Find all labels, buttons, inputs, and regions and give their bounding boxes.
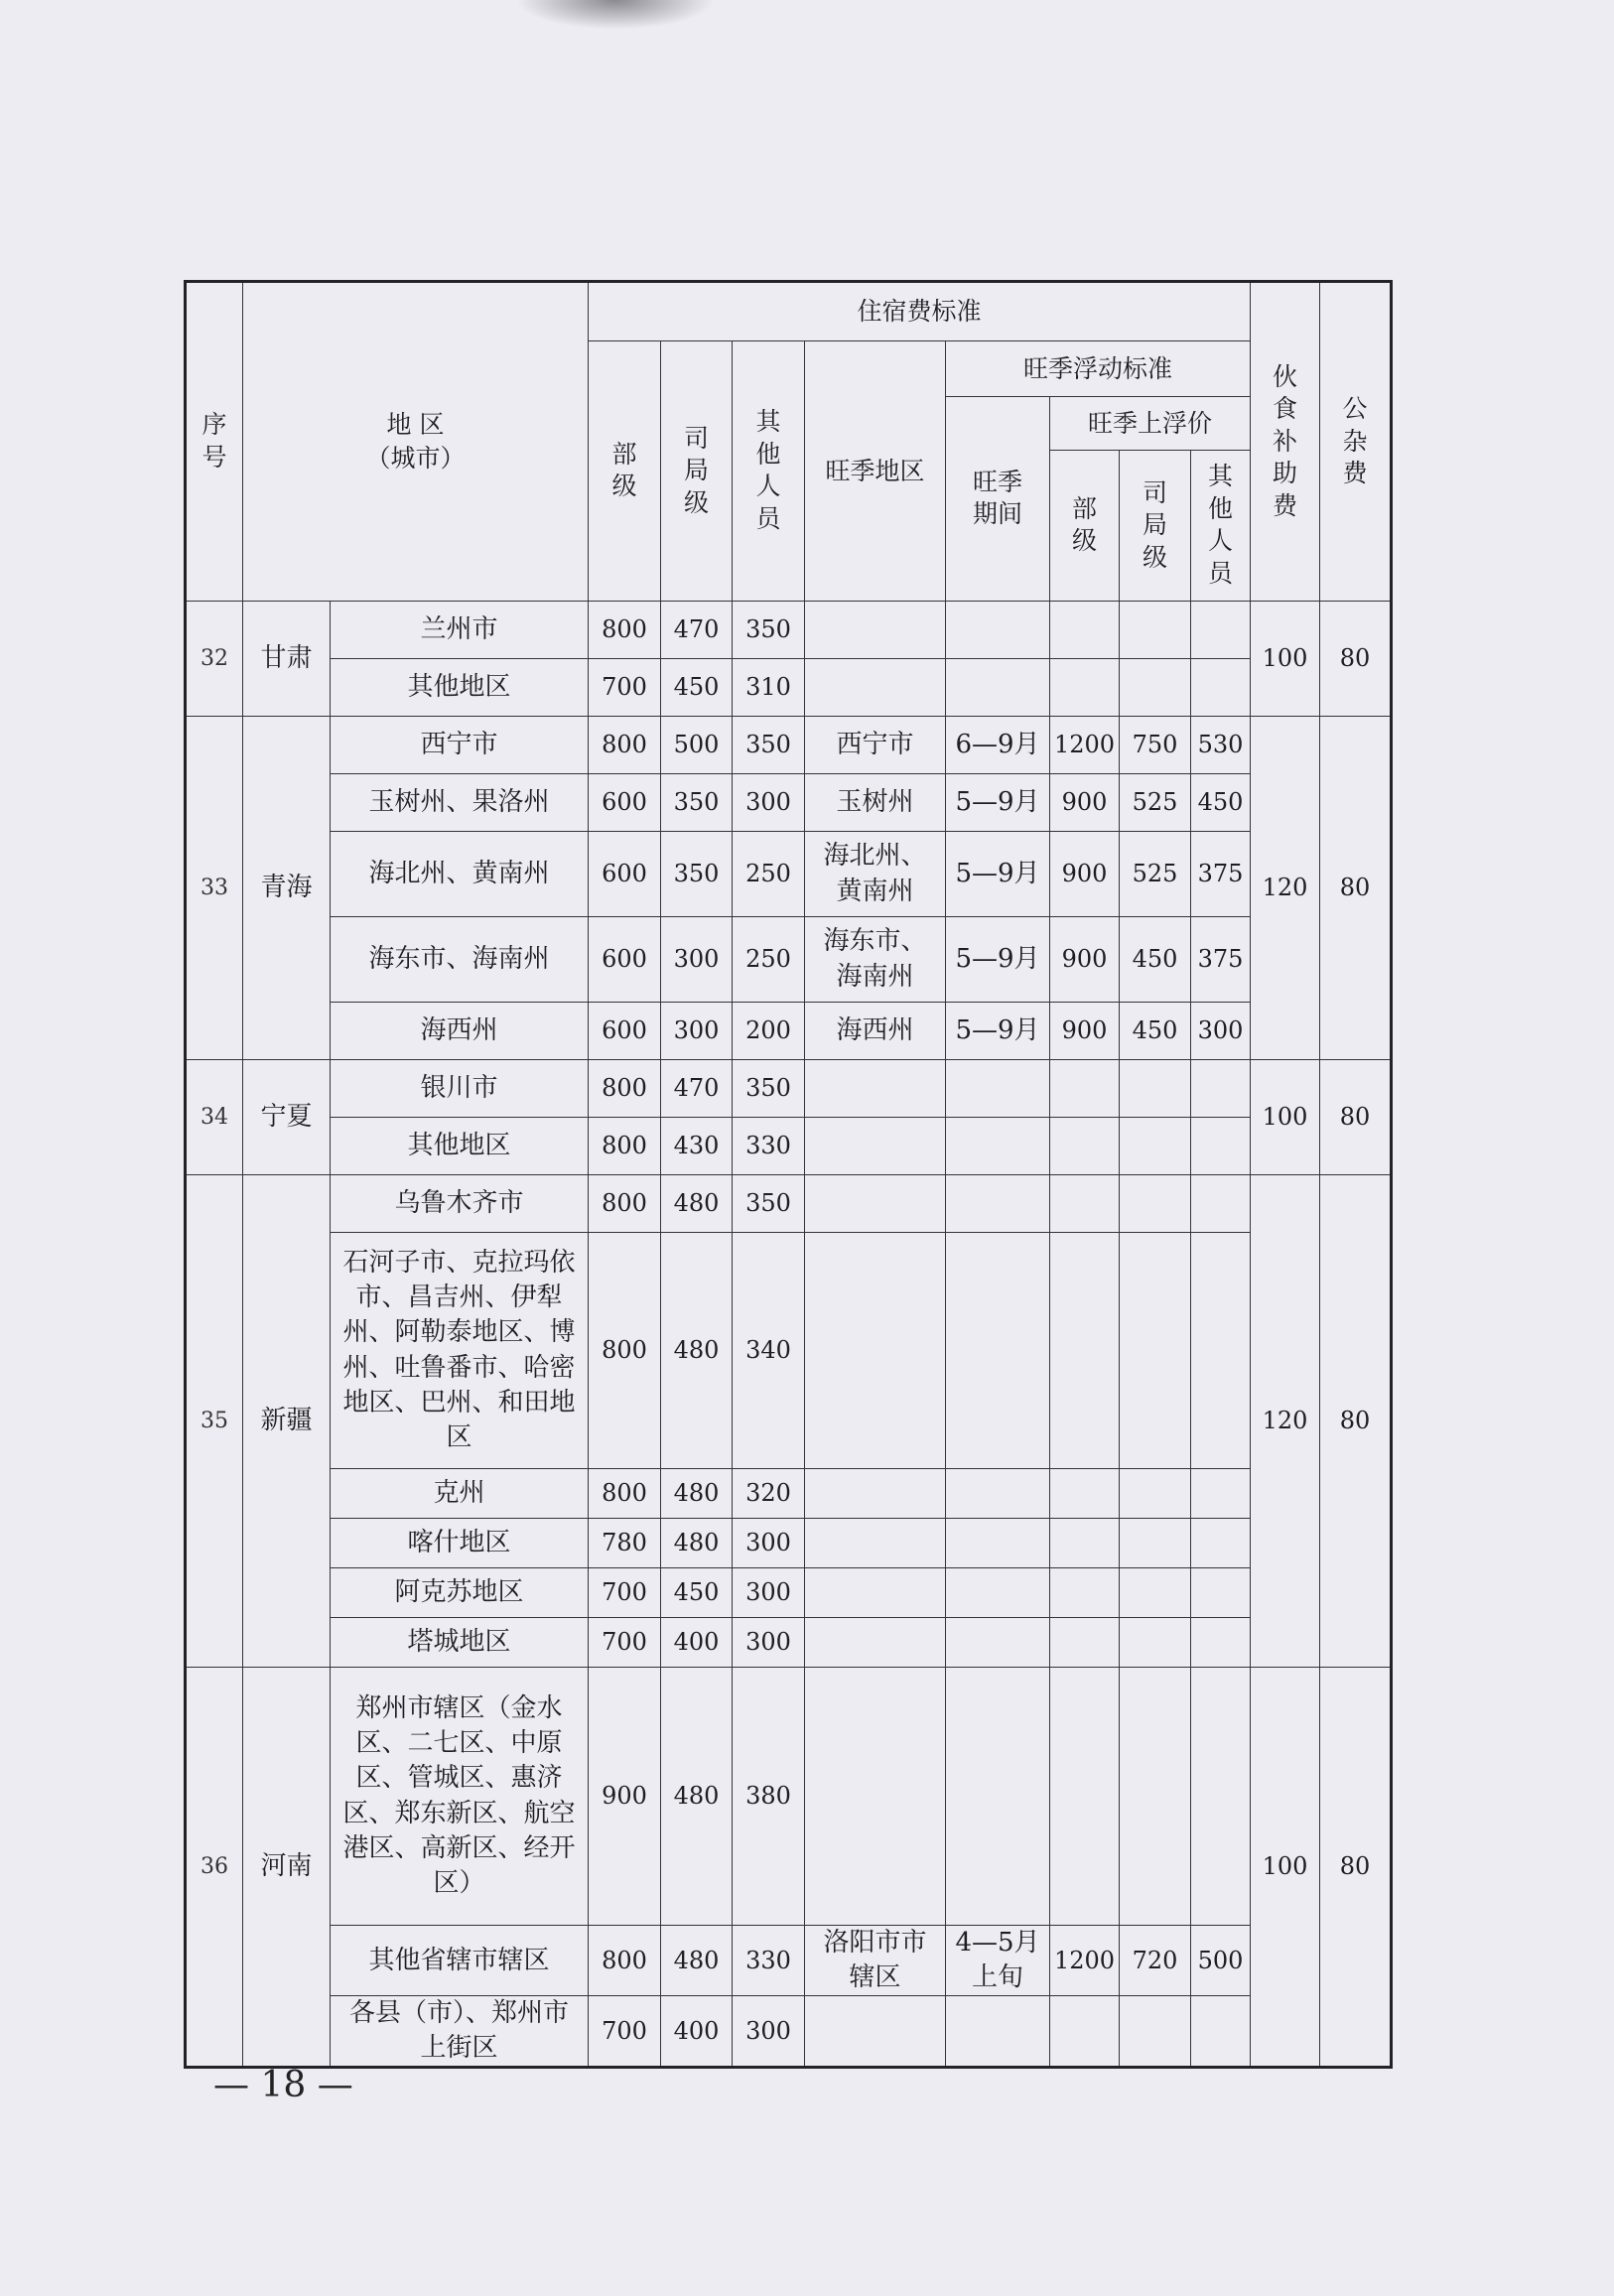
header-meal: 伙食补助费 <box>1251 282 1320 602</box>
row-peak-others <box>1191 1060 1251 1118</box>
row-peak-bureau <box>1120 1618 1191 1668</box>
row-peak-minister <box>1050 1618 1120 1668</box>
row-peak-area <box>805 1618 946 1668</box>
table-row <box>186 717 1392 774</box>
row-peak-others: 530 <box>1191 717 1251 774</box>
row-others-rate: 310 <box>733 659 805 717</box>
row-misc: 80 <box>1320 717 1392 1060</box>
row-peak-area <box>805 1996 946 2068</box>
row-city: 海东市、海南州 <box>331 917 589 1003</box>
row-peak-others <box>1191 1175 1251 1233</box>
row-peak-others: 375 <box>1191 832 1251 917</box>
table-row <box>186 832 1392 917</box>
row-minister-rate: 800 <box>589 717 661 774</box>
row-misc: 80 <box>1320 1668 1392 2068</box>
page-number: — 18 — <box>213 2065 353 2105</box>
header-bureau: 司局级 <box>661 341 733 602</box>
row-peak-area <box>805 1118 946 1175</box>
header-peak-bureau: 司局级 <box>1120 451 1191 602</box>
row-others-rate: 300 <box>733 774 805 832</box>
row-minister-rate: 780 <box>589 1519 661 1568</box>
row-province: 河南 <box>243 1668 331 2068</box>
row-minister-rate: 600 <box>589 917 661 1003</box>
row-peak-minister <box>1050 1118 1120 1175</box>
row-bureau-rate: 430 <box>661 1118 733 1175</box>
row-peak-bureau <box>1120 1996 1191 2068</box>
row-others-rate: 330 <box>733 1926 805 1996</box>
row-province: 宁夏 <box>243 1060 331 1175</box>
row-peak-others <box>1191 602 1251 659</box>
row-bureau-rate: 480 <box>661 1926 733 1996</box>
table-row <box>186 1618 1392 1668</box>
row-peak-period <box>946 1568 1050 1618</box>
row-peak-bureau <box>1120 1118 1191 1175</box>
row-peak-minister <box>1050 659 1120 717</box>
row-city: 海西州 <box>331 1003 589 1060</box>
row-minister-rate: 800 <box>589 1926 661 1996</box>
row-peak-area: 洛阳市市辖区 <box>805 1926 946 1996</box>
row-peak-bureau <box>1120 1233 1191 1469</box>
row-seq: 32 <box>186 602 243 717</box>
row-others-rate: 250 <box>733 832 805 917</box>
row-province: 甘肃 <box>243 602 331 717</box>
row-minister-rate: 700 <box>589 1996 661 2068</box>
row-bureau-rate: 470 <box>661 602 733 659</box>
row-peak-period <box>946 1175 1050 1233</box>
row-peak-others <box>1191 1996 1251 2068</box>
header-seq: 序号 <box>186 282 243 602</box>
row-peak-others <box>1191 1469 1251 1519</box>
table-row <box>186 1118 1392 1175</box>
header-region <box>243 282 589 602</box>
row-others-rate: 350 <box>733 1060 805 1118</box>
row-peak-period: 5—9月 <box>946 774 1050 832</box>
row-peak-area <box>805 1060 946 1118</box>
row-minister-rate: 600 <box>589 832 661 917</box>
row-bureau-rate: 300 <box>661 917 733 1003</box>
row-others-rate: 300 <box>733 1568 805 1618</box>
row-city: 克州 <box>331 1469 589 1519</box>
row-peak-bureau: 750 <box>1120 717 1191 774</box>
row-province: 青海 <box>243 717 331 1060</box>
row-peak-period: 4—5月上旬 <box>946 1926 1050 1996</box>
row-misc: 80 <box>1320 1175 1392 1668</box>
table-row <box>186 602 1392 659</box>
row-minister-rate: 800 <box>589 1060 661 1118</box>
row-peak-period: 6—9月 <box>946 717 1050 774</box>
table-row <box>186 1060 1392 1118</box>
row-peak-minister: 900 <box>1050 1003 1120 1060</box>
table-row <box>186 774 1392 832</box>
header-lodging: 住宿费标准 <box>589 282 1251 341</box>
row-peak-minister: 900 <box>1050 917 1120 1003</box>
table-row <box>186 1519 1392 1568</box>
row-peak-others <box>1191 1618 1251 1668</box>
row-peak-area: 海西州 <box>805 1003 946 1060</box>
row-bureau-rate: 500 <box>661 717 733 774</box>
row-peak-minister: 1200 <box>1050 1926 1120 1996</box>
table-row <box>186 1175 1392 1233</box>
row-peak-area <box>805 1469 946 1519</box>
row-bureau-rate: 480 <box>661 1233 733 1469</box>
header-peak-minister: 部级 <box>1050 451 1120 602</box>
header-peak-float: 旺季浮动标准 <box>946 341 1251 397</box>
row-peak-period <box>946 1519 1050 1568</box>
row-minister-rate: 700 <box>589 659 661 717</box>
row-bureau-rate: 480 <box>661 1175 733 1233</box>
table-row <box>186 1668 1392 1926</box>
row-meal: 120 <box>1251 717 1320 1060</box>
row-peak-bureau: 720 <box>1120 1926 1191 1996</box>
scan-shadow <box>516 0 715 30</box>
table-row <box>186 1568 1392 1618</box>
row-bureau-rate: 480 <box>661 1519 733 1568</box>
row-peak-area <box>805 1175 946 1233</box>
row-city: 阿克苏地区 <box>331 1568 589 1618</box>
row-peak-period <box>946 1668 1050 1926</box>
row-city: 塔城地区 <box>331 1618 589 1668</box>
row-minister-rate: 800 <box>589 1118 661 1175</box>
row-misc: 80 <box>1320 602 1392 717</box>
row-peak-bureau: 450 <box>1120 917 1191 1003</box>
row-peak-period <box>946 1118 1050 1175</box>
row-peak-others: 300 <box>1191 1003 1251 1060</box>
row-peak-minister <box>1050 1175 1120 1233</box>
table-row <box>186 1003 1392 1060</box>
row-city: 兰州市 <box>331 602 589 659</box>
row-peak-others <box>1191 1519 1251 1568</box>
header-peak-period: 旺季期间 <box>946 397 1050 602</box>
row-province: 新疆 <box>243 1175 331 1668</box>
row-peak-period <box>946 1060 1050 1118</box>
row-peak-area <box>805 1568 946 1618</box>
row-others-rate: 320 <box>733 1469 805 1519</box>
table-row <box>186 1233 1392 1469</box>
row-peak-area: 西宁市 <box>805 717 946 774</box>
row-peak-minister <box>1050 1996 1120 2068</box>
row-city: 乌鲁木齐市 <box>331 1175 589 1233</box>
row-peak-bureau <box>1120 1060 1191 1118</box>
row-city: 郑州市辖区（金水区、二七区、中原区、管城区、惠济区、郑东新区、航空港区、高新区、经开区） <box>331 1668 589 1926</box>
row-peak-bureau <box>1120 1519 1191 1568</box>
row-peak-period <box>946 1996 1050 2068</box>
row-minister-rate: 600 <box>589 1003 661 1060</box>
row-others-rate: 380 <box>733 1668 805 1926</box>
travel-expense-standard-table <box>184 280 1393 2069</box>
row-peak-others <box>1191 1568 1251 1618</box>
row-minister-rate: 800 <box>589 1469 661 1519</box>
row-others-rate: 300 <box>733 1618 805 1668</box>
header-region-sub: （城市） <box>365 444 466 473</box>
row-minister-rate: 700 <box>589 1568 661 1618</box>
row-peak-period: 5—9月 <box>946 832 1050 917</box>
row-city: 各县（市）、郑州市上街区 <box>331 1996 589 2068</box>
row-peak-bureau <box>1120 659 1191 717</box>
row-city: 石河子市、克拉玛依市、昌吉州、伊犁州、阿勒泰地区、博州、吐鲁番市、哈密地区、巴州、和田地区 <box>331 1233 589 1469</box>
row-others-rate: 340 <box>733 1233 805 1469</box>
header-minister: 部级 <box>589 341 661 602</box>
row-peak-period <box>946 659 1050 717</box>
row-peak-bureau <box>1120 1568 1191 1618</box>
row-minister-rate: 800 <box>589 1233 661 1469</box>
row-city: 玉树州、果洛州 <box>331 774 589 832</box>
row-meal: 100 <box>1251 1668 1320 2068</box>
row-bureau-rate: 450 <box>661 659 733 717</box>
row-bureau-rate: 470 <box>661 1060 733 1118</box>
row-peak-bureau <box>1120 1469 1191 1519</box>
row-minister-rate: 800 <box>589 1175 661 1233</box>
row-peak-minister <box>1050 602 1120 659</box>
row-bureau-rate: 480 <box>661 1469 733 1519</box>
row-peak-others <box>1191 1118 1251 1175</box>
row-peak-area <box>805 1668 946 1926</box>
row-seq: 33 <box>186 717 243 1060</box>
row-city: 银川市 <box>331 1060 589 1118</box>
row-peak-bureau: 450 <box>1120 1003 1191 1060</box>
table-body <box>186 602 1392 2068</box>
row-peak-bureau <box>1120 1668 1191 1926</box>
row-peak-minister: 1200 <box>1050 717 1120 774</box>
row-peak-minister <box>1050 1060 1120 1118</box>
row-others-rate: 350 <box>733 717 805 774</box>
row-minister-rate: 900 <box>589 1668 661 1926</box>
row-city: 其他地区 <box>331 659 589 717</box>
row-meal: 100 <box>1251 1060 1320 1175</box>
row-others-rate: 300 <box>733 1519 805 1568</box>
header-others: 其他人员 <box>733 341 805 602</box>
row-meal: 120 <box>1251 1175 1320 1668</box>
row-misc: 80 <box>1320 1060 1392 1175</box>
row-bureau-rate: 350 <box>661 774 733 832</box>
row-peak-area <box>805 1233 946 1469</box>
header-peak-others: 其他人员 <box>1191 451 1251 602</box>
row-bureau-rate: 400 <box>661 1618 733 1668</box>
header-peak-area: 旺季地区 <box>805 341 946 602</box>
row-peak-period <box>946 1469 1050 1519</box>
row-peak-area <box>805 659 946 717</box>
row-seq: 36 <box>186 1668 243 2068</box>
row-others-rate: 200 <box>733 1003 805 1060</box>
row-others-rate: 350 <box>733 1175 805 1233</box>
row-others-rate: 250 <box>733 917 805 1003</box>
row-minister-rate: 600 <box>589 774 661 832</box>
row-seq: 35 <box>186 1175 243 1668</box>
row-peak-period: 5—9月 <box>946 917 1050 1003</box>
header-peak-raise: 旺季上浮价 <box>1050 397 1251 451</box>
row-peak-period: 5—9月 <box>946 1003 1050 1060</box>
table-row <box>186 1926 1392 1996</box>
row-meal: 100 <box>1251 602 1320 717</box>
row-peak-others <box>1191 1233 1251 1469</box>
row-peak-others: 450 <box>1191 774 1251 832</box>
row-city: 其他地区 <box>331 1118 589 1175</box>
table-row <box>186 659 1392 717</box>
row-peak-area <box>805 1519 946 1568</box>
header-region-label: 地 区 <box>386 410 445 440</box>
row-peak-minister <box>1050 1519 1120 1568</box>
row-city: 其他省辖市辖区 <box>331 1926 589 1996</box>
row-peak-bureau: 525 <box>1120 832 1191 917</box>
row-peak-area: 玉树州 <box>805 774 946 832</box>
table-row <box>186 1469 1392 1519</box>
row-peak-bureau <box>1120 1175 1191 1233</box>
row-peak-period <box>946 1618 1050 1668</box>
row-peak-minister <box>1050 1668 1120 1926</box>
row-peak-bureau: 525 <box>1120 774 1191 832</box>
row-others-rate: 330 <box>733 1118 805 1175</box>
row-others-rate: 350 <box>733 602 805 659</box>
row-peak-period <box>946 602 1050 659</box>
row-peak-area: 海东市、海南州 <box>805 917 946 1003</box>
row-bureau-rate: 300 <box>661 1003 733 1060</box>
header-misc: 公杂费 <box>1320 282 1392 602</box>
row-bureau-rate: 450 <box>661 1568 733 1618</box>
row-city: 喀什地区 <box>331 1519 589 1568</box>
row-peak-minister <box>1050 1233 1120 1469</box>
row-peak-minister: 900 <box>1050 774 1120 832</box>
row-peak-others <box>1191 659 1251 717</box>
row-peak-area: 海北州、黄南州 <box>805 832 946 917</box>
row-peak-others <box>1191 1668 1251 1926</box>
row-minister-rate: 800 <box>589 602 661 659</box>
row-peak-area <box>805 602 946 659</box>
row-peak-bureau <box>1120 602 1191 659</box>
row-seq: 34 <box>186 1060 243 1175</box>
row-others-rate: 300 <box>733 1996 805 2068</box>
row-minister-rate: 700 <box>589 1618 661 1668</box>
table-row <box>186 1996 1392 2068</box>
row-city: 海北州、黄南州 <box>331 832 589 917</box>
row-peak-others: 375 <box>1191 917 1251 1003</box>
row-peak-minister <box>1050 1469 1120 1519</box>
row-bureau-rate: 480 <box>661 1668 733 1926</box>
row-peak-minister: 900 <box>1050 832 1120 917</box>
row-peak-minister <box>1050 1568 1120 1618</box>
row-peak-period <box>946 1233 1050 1469</box>
table-row <box>186 917 1392 1003</box>
row-bureau-rate: 350 <box>661 832 733 917</box>
row-bureau-rate: 400 <box>661 1996 733 2068</box>
row-city: 西宁市 <box>331 717 589 774</box>
row-peak-others: 500 <box>1191 1926 1251 1996</box>
